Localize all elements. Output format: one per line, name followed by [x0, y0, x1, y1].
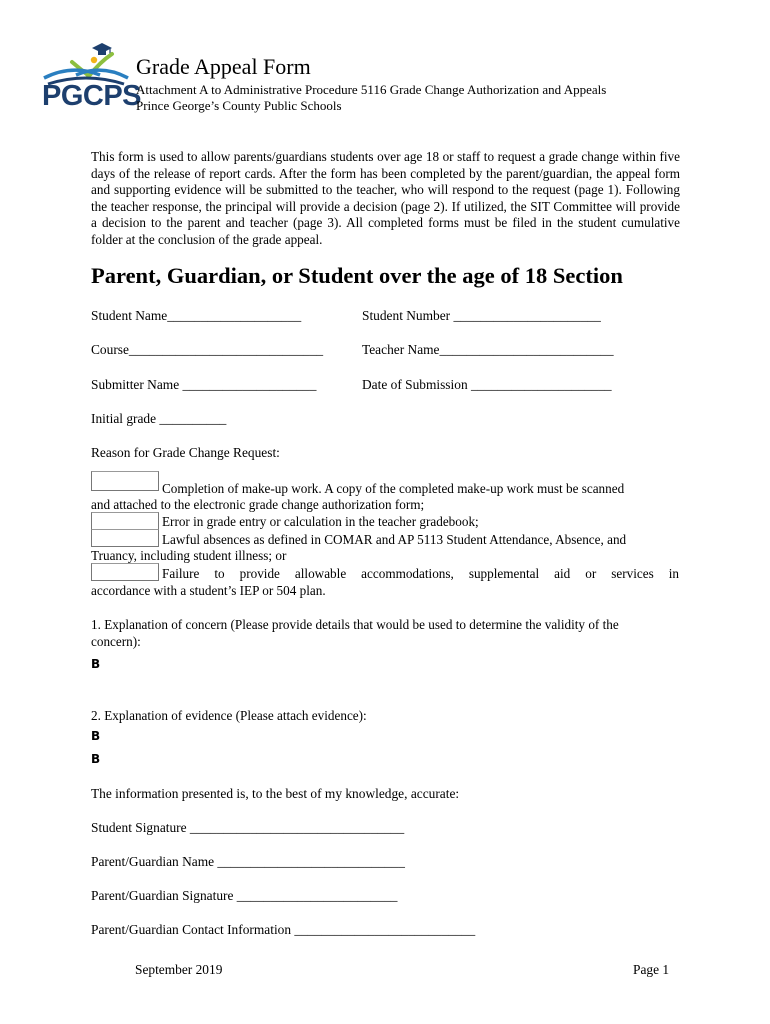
reason-makeup-text: Completion of make-up work. A copy of the completed make-up work must be scanned: [162, 481, 625, 496]
reason-absence-text-cont: Truancy, including student illness; or: [91, 548, 287, 563]
evidence-question: 2. Explanation of evidence (Please attach evidence):: [91, 708, 367, 723]
student-name-field[interactable]: Student Name____________________: [91, 308, 302, 323]
attestation-text: The information presented is, to the best of my knowledge, accurate:: [91, 786, 460, 801]
student-number-field[interactable]: Student Number ______________________: [362, 308, 601, 323]
reason-absence-text: Lawful absences as defined in COMAR and AP 5113 Student Attendance, Absence, and: [162, 532, 627, 547]
footer-page-number: Page 1: [633, 962, 670, 977]
parent-contact-field[interactable]: Parent/Guardian Contact Information ___________________________: [91, 922, 476, 937]
parent-signature-field[interactable]: Parent/Guardian Signature ________________________: [91, 888, 398, 903]
reason-accommodation-text: Failure to provide allowable accommodations, supplemental aid or services in: [162, 566, 679, 581]
reason-absence-checkbox[interactable]: [91, 529, 159, 547]
form-subtitle-district: Prince George’s County Public Schools: [136, 98, 342, 113]
logo-wordmark: PGCPS: [42, 80, 142, 112]
section-heading: Parent, Guardian, or Student over the age of 18 Section: [91, 263, 623, 288]
evidence-answer-field-2[interactable]: B: [91, 752, 101, 766]
reason-error-checkbox[interactable]: [91, 512, 159, 530]
reason-accommodation-text-cont: accordance with a student’s IEP or 504 plan.: [91, 583, 326, 598]
concern-question: 1. Explanation of concern (Please provide details that would be used to determine the validity of the: [91, 617, 619, 632]
reason-makeup-text-cont: and attached to the electronic grade change authorization form;: [91, 497, 425, 512]
pgcps-logo: [42, 42, 142, 114]
form-subtitle-attachment: Attachment A to Administrative Procedure 5116 Grade Change Authorization and Appeals: [136, 82, 607, 97]
footer-date: September 2019: [135, 962, 223, 977]
course-field[interactable]: Course_____________________________: [91, 342, 324, 357]
date-of-submission-field[interactable]: Date of Submission _____________________: [362, 377, 612, 392]
teacher-name-field[interactable]: Teacher Name__________________________: [362, 342, 614, 357]
submitter-name-field[interactable]: Submitter Name ____________________: [91, 377, 317, 392]
initial-grade-field[interactable]: Initial grade __________: [91, 411, 227, 426]
concern-question-cont: concern):: [91, 634, 141, 649]
student-signature-field[interactable]: Student Signature ________________________________: [91, 820, 405, 835]
concern-answer-field[interactable]: B: [91, 657, 101, 671]
parent-name-field[interactable]: Parent/Guardian Name ____________________________: [91, 854, 405, 869]
reason-label: Reason for Grade Change Request:: [91, 445, 280, 460]
reason-accommodation-checkbox[interactable]: [91, 563, 159, 581]
form-title: Grade Appeal Form: [136, 54, 311, 79]
evidence-answer-field-1[interactable]: B: [91, 729, 101, 743]
intro-paragraph: This form is used to allow parents/guardians students over age 18 or staff to request a grade change within five days of the release of report cards. After the form has been completed by the parent/guardian, the appeal form and supporting evidence will be submitted to the teacher, who will respond to the request (page 1). Following the teacher response, the principal will provide a decision (page 2). If utilized, the SIT Committee will provide a decision to the parent and teacher (page 3). All completed forms must be filed in the student cumulative folder at the conclusion of the grade appeal.: [91, 149, 680, 247]
reason-makeup-checkbox[interactable]: [91, 471, 159, 491]
reason-error-text: Error in grade entry or calculation in the teacher gradebook;: [162, 514, 479, 529]
